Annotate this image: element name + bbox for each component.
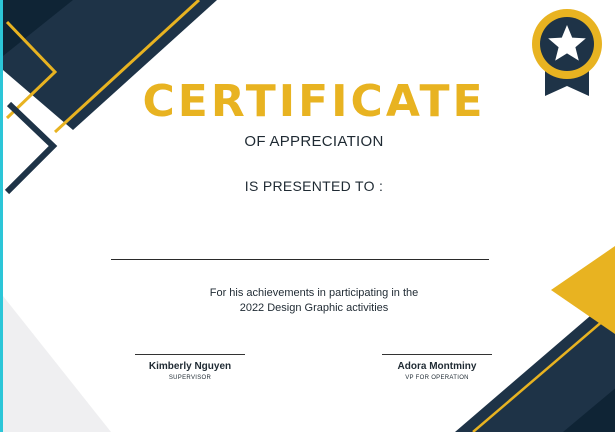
recipient-name-line <box>111 259 489 260</box>
grey-wedge <box>3 296 111 432</box>
signer-name: Adora Montminy <box>397 361 477 372</box>
signer-role: SUPERVISOR <box>168 375 212 381</box>
signer-role: VP FOR OPERATION <box>405 375 469 381</box>
signature-line <box>135 354 245 355</box>
signature-line <box>382 354 492 355</box>
certificate-title: CERTIFICATE <box>142 76 486 127</box>
signature-block-vp <box>362 354 512 381</box>
certificate-subtitle: OF APPRECIATION <box>244 133 384 150</box>
description-line-1: For his achievements in participating in the <box>209 287 419 299</box>
presented-to-label: IS PRESENTED TO : <box>244 178 384 194</box>
signature-block-supervisor <box>115 354 265 381</box>
description-line-2: 2022 Design Graphic activities <box>239 302 389 314</box>
decorative-shapes <box>3 0 615 432</box>
certificate-description <box>13 286 615 316</box>
signer-name: Kimberly Nguyen <box>148 361 232 372</box>
